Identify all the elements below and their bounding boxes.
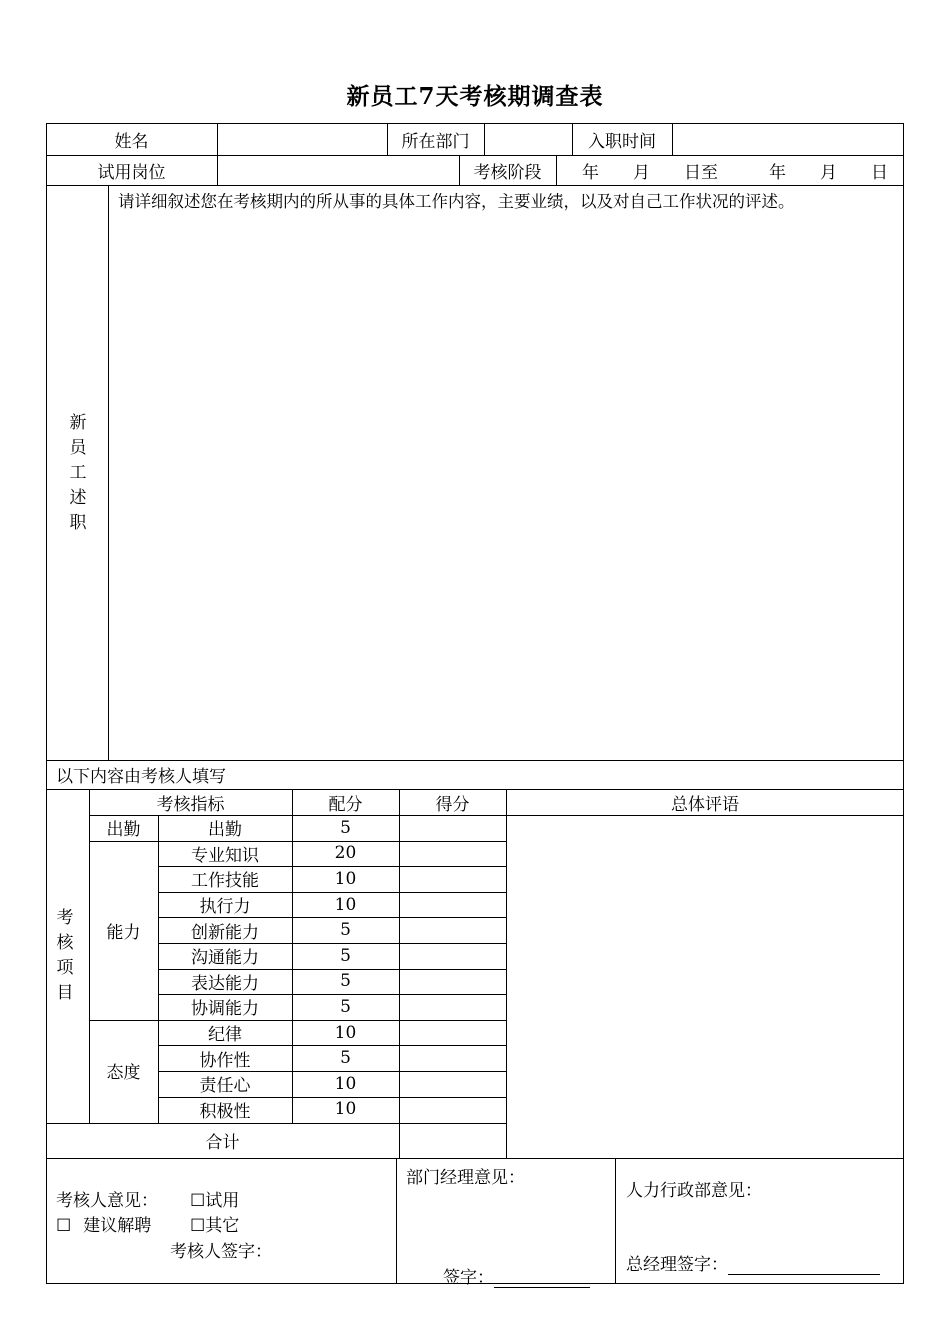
score-field[interactable] bbox=[400, 842, 505, 867]
hr-opinion-label: 人力行政部意见： bbox=[626, 1181, 762, 1201]
indicator-item: 创新能力 bbox=[191, 922, 259, 943]
indicator-item: 出勤 bbox=[208, 820, 242, 841]
hire-date-field[interactable] bbox=[672, 123, 904, 155]
reviewer-sign-label: 考核人签字： bbox=[170, 1242, 272, 1262]
indicator-item: 执行力 bbox=[199, 897, 251, 918]
indicator-item: 表达能力 bbox=[191, 973, 259, 994]
option-dismiss-label: 建议解聘 bbox=[83, 1216, 152, 1236]
indicator-item: 积极性 bbox=[199, 1101, 251, 1122]
checkbox-icon[interactable]: ☐ bbox=[190, 1216, 206, 1236]
checkbox-icon[interactable]: ☐ bbox=[56, 1216, 72, 1236]
indicator-weight: 10 bbox=[334, 1022, 357, 1043]
name-label: 姓名 bbox=[114, 131, 149, 152]
score-field[interactable] bbox=[400, 1098, 505, 1123]
dept-field[interactable] bbox=[484, 123, 572, 155]
indicator-weight: 5 bbox=[340, 817, 351, 838]
score-field[interactable] bbox=[400, 893, 505, 918]
header-comment: 总体评语 bbox=[671, 794, 739, 815]
total-label: 合计 bbox=[205, 1133, 240, 1153]
gm-sign bbox=[626, 1250, 880, 1275]
indicator-item: 纪律 bbox=[208, 1025, 242, 1046]
page-title: 新员工7天考核期调查表 bbox=[346, 83, 604, 110]
header-weight: 配分 bbox=[328, 794, 363, 815]
option-trial-label: 试用 bbox=[205, 1191, 240, 1211]
period-field[interactable]: 年 月 日至 年 月 日 bbox=[582, 162, 888, 183]
option-other[interactable] bbox=[190, 1211, 239, 1236]
dept-sign-label: 签字： bbox=[443, 1268, 494, 1288]
indicator-weight: 10 bbox=[334, 1073, 357, 1094]
score-field[interactable] bbox=[400, 944, 505, 969]
indicator-weight: 20 bbox=[334, 843, 357, 864]
indicator-item: 协作性 bbox=[199, 1050, 251, 1071]
position-field[interactable] bbox=[217, 155, 459, 185]
score-field[interactable] bbox=[400, 816, 505, 841]
gm-sign-label: 总经理签字： bbox=[626, 1255, 728, 1275]
indicator-weight: 5 bbox=[340, 971, 351, 992]
dept-label: 所在部门 bbox=[401, 131, 470, 152]
indicator-weight: 5 bbox=[340, 920, 351, 941]
total-score-field[interactable] bbox=[400, 1124, 505, 1158]
indicator-item: 责任心 bbox=[199, 1076, 251, 1097]
score-field[interactable] bbox=[400, 867, 505, 892]
score-field[interactable] bbox=[400, 1021, 505, 1046]
score-field[interactable] bbox=[400, 970, 505, 995]
indicator-weight: 10 bbox=[334, 894, 357, 915]
dept-sign-line[interactable] bbox=[494, 1269, 590, 1288]
indicator-group: 出勤 bbox=[106, 820, 141, 841]
indicator-weight: 10 bbox=[334, 868, 357, 889]
header-score: 得分 bbox=[435, 794, 470, 815]
indicator-weight: 10 bbox=[334, 1099, 357, 1120]
option-trial[interactable] bbox=[190, 1186, 239, 1211]
option-dismiss[interactable] bbox=[56, 1211, 151, 1236]
indicator-group: 能力 bbox=[106, 922, 141, 943]
score-field[interactable] bbox=[400, 1046, 505, 1071]
indicator-item: 专业知识 bbox=[191, 845, 259, 866]
assessment-side-label: 考 核 项 目 bbox=[56, 908, 74, 1003]
name-field[interactable] bbox=[217, 123, 387, 155]
period-label: 考核阶段 bbox=[473, 162, 542, 183]
gm-sign-line[interactable] bbox=[728, 1256, 880, 1275]
dept-sign bbox=[443, 1263, 590, 1288]
indicator-item: 协调能力 bbox=[191, 999, 259, 1020]
self-report-textarea[interactable] bbox=[109, 212, 903, 759]
reviewer-note: 以下内容由考核人填写 bbox=[56, 767, 226, 787]
reviewer-opinion-label: 考核人意见： bbox=[56, 1191, 158, 1211]
self-report-side-label: 新 员 工 述 职 bbox=[69, 413, 87, 533]
checkbox-icon[interactable]: ☐ bbox=[190, 1191, 206, 1211]
indicator-weight: 5 bbox=[340, 945, 351, 966]
position-label: 试用岗位 bbox=[97, 162, 166, 183]
indicator-weight: 5 bbox=[340, 1048, 351, 1069]
overall-comment-field[interactable] bbox=[507, 816, 903, 1158]
score-field[interactable] bbox=[400, 1072, 505, 1097]
hire-date-label: 入职时间 bbox=[588, 131, 656, 152]
indicator-group: 态度 bbox=[106, 1063, 141, 1084]
indicator-weight: 5 bbox=[340, 996, 351, 1017]
indicator-item: 工作技能 bbox=[191, 871, 259, 892]
indicator-item: 沟通能力 bbox=[191, 948, 259, 969]
dept-manager-label: 部门经理意见： bbox=[406, 1168, 525, 1188]
header-indicator: 考核指标 bbox=[156, 794, 225, 815]
option-other-label: 其它 bbox=[205, 1216, 240, 1236]
score-field[interactable] bbox=[400, 918, 505, 943]
self-report-instruction: 请详细叙述您在考核期内的所从事的具体工作内容，主要业绩，以及对自己工作状况的评述。 bbox=[118, 192, 795, 211]
score-field[interactable] bbox=[400, 995, 505, 1020]
